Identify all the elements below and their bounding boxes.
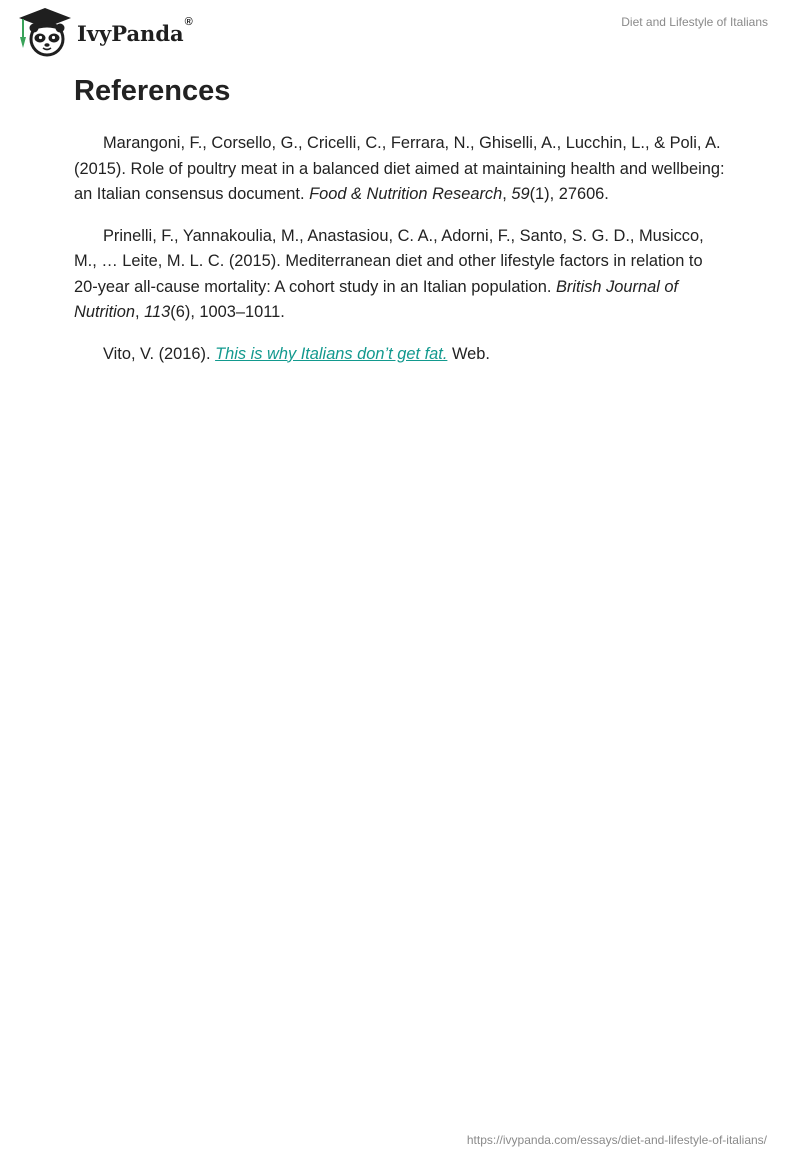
- brand-name-text: IvyPanda: [77, 20, 184, 46]
- reference-issue-pages: (6), 1003–1011.: [170, 303, 285, 321]
- brand-name: [77, 15, 193, 46]
- journal-title: British Journal of Nutrition: [74, 277, 679, 321]
- reference-suffix: Web.: [447, 344, 490, 363]
- reference-separator: ,: [502, 185, 512, 203]
- document-title: Diet and Lifestyle of Italians: [621, 15, 768, 29]
- journal-title: Food & Nutrition Research: [309, 185, 503, 203]
- reference-separator: ,: [135, 303, 145, 321]
- references-heading: References: [74, 75, 231, 107]
- reference-link[interactable]: This is why Italians don’t get fat.: [215, 344, 448, 363]
- reference-entry: [74, 224, 726, 326]
- registered-mark: ®: [184, 15, 193, 28]
- journal-volume: 59: [511, 185, 530, 203]
- reference-text: Prinelli, F., Yannakoulia, M., Anastasiou, C. A., Adorni, F., Santo, S. G. D., Musicco, M., … Leite, M. L. C. (2015). Mediterranean diet and other lifestyle factors in relation to 20-year all-cause mortality: A cohort study in an Italian population.: [74, 226, 704, 296]
- footer-url[interactable]: https://ivypanda.com/essays/diet-and-lifestyle-of-italians/: [466, 1133, 767, 1147]
- reference-issue-pages: (1), 27606.: [529, 185, 609, 203]
- panda-graduation-cap-icon: [16, 7, 74, 57]
- reference-text: Marangoni, F., Corsello, G., Cricelli, C., Ferrara, N., Ghiselli, A., Lucchin, L., & Poli, A. (2015). Role of poultry meat in a balanced diet aimed at maintaining health and wellbeing: an Italian consensus document.: [74, 134, 725, 203]
- page-header: [0, 0, 800, 64]
- reference-entry: [74, 342, 726, 368]
- reference-text: Vito, V. (2016).: [103, 344, 216, 363]
- reference-entry: [74, 131, 726, 208]
- main-content: [74, 72, 726, 383]
- journal-volume: 113: [144, 303, 171, 321]
- brand-logo[interactable]: [16, 7, 193, 57]
